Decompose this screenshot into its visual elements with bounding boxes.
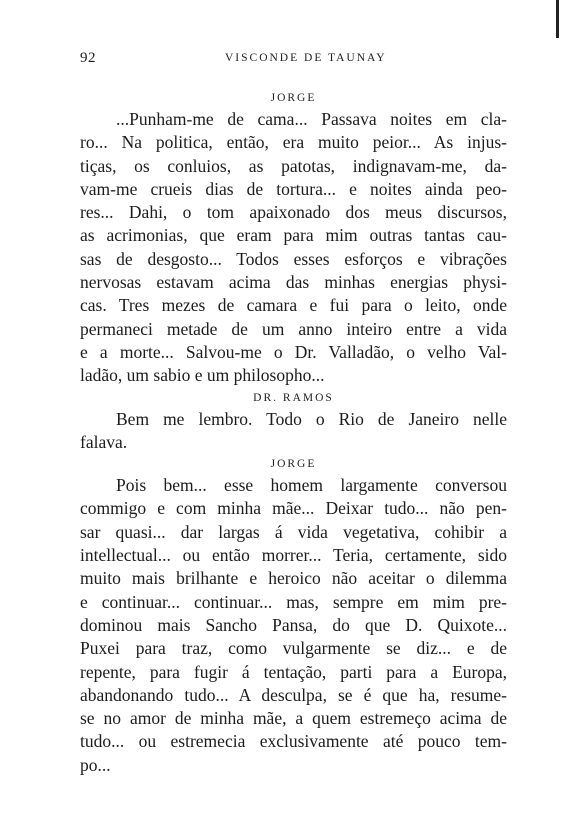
text-line: ...Punham-me de cama... Passava noites em cla- — [116, 109, 507, 129]
speaker-name: JORGE — [270, 458, 317, 471]
page-edge-mark — [556, 0, 559, 38]
text-line: ladão, um sabio e um philosopho... — [80, 365, 325, 386]
text-line: as acrimonias, que eram para mim outras tantas cau- — [80, 225, 507, 246]
running-head: VISCONDE DE TAUNAY — [225, 52, 387, 64]
text-line: Puxei para traz, como vulgarmente se diz... e de — [80, 638, 507, 659]
text-line: Pois bem... esse homem largamente conversou — [116, 475, 507, 496]
text-line: repente, para fugir á tentação, parti para a Europa, — [80, 661, 507, 682]
text-line: permaneci metade de um anno inteiro entre a vida — [80, 318, 507, 339]
text-line: cas. Tres mezes de camara e fui para o leito, onde — [80, 295, 507, 316]
text-line: Bem me lembro. Todo o Rio de Janeiro nelle — [116, 408, 507, 429]
text-line: abandonando tudo... A desculpa, se é que ha, resume- — [80, 684, 507, 705]
text-line: vam-me crueis dias de tortura... e noites ainda peo- — [80, 178, 507, 199]
text-line: intellectual... ou então morrer... Teria, certamente, sido — [80, 545, 507, 566]
page-body — [80, 88, 507, 777]
text-line: res... Dahi, o tom apaixonado dos meus discursos, — [80, 202, 507, 223]
text-line: sas de desgosto... Todos esses esforços e vibrações — [80, 248, 507, 269]
text-line: tiças, os conluios, as patotas, indignavam-me, da- — [80, 155, 507, 176]
text-line: muito mais brilhante e heroico não aceitar o dilemma — [80, 568, 507, 589]
text-line: e a morte... Salvou-me o Dr. Valladão, o velho Val- — [80, 341, 507, 362]
speaker-name: JORGE — [270, 92, 317, 104]
text-line: po... — [80, 754, 111, 775]
page-header — [80, 50, 510, 72]
text-line: ro... Na politica, então, era muito peior... As injus- — [80, 132, 507, 153]
speaker-name: DR. RAMOS — [253, 391, 334, 404]
text-line: nervosas estavam acima das minhas energias physi- — [80, 272, 507, 293]
paragraph — [80, 108, 507, 388]
page-number: 92 — [80, 50, 96, 66]
text-line: commigo e com minha mãe... Deixar tudo... não pen- — [80, 498, 507, 519]
paragraph — [80, 474, 507, 777]
paragraph — [80, 408, 507, 455]
text-line: tudo... ou estremecia exclusivamente até pouco tem- — [80, 731, 507, 752]
text-line: sar quasi... dar largas á vida vegetativa, cohibir a — [80, 521, 507, 542]
text-line: falava. — [80, 431, 128, 452]
text-line: e continuar... continuar... mas, sempre em mim pre- — [80, 591, 507, 612]
text-line: dominou mais Sancho Pansa, do que D. Quixote... — [80, 614, 507, 635]
text-line: se no amor de minha mãe, a quem estremeço acima de — [80, 708, 507, 729]
